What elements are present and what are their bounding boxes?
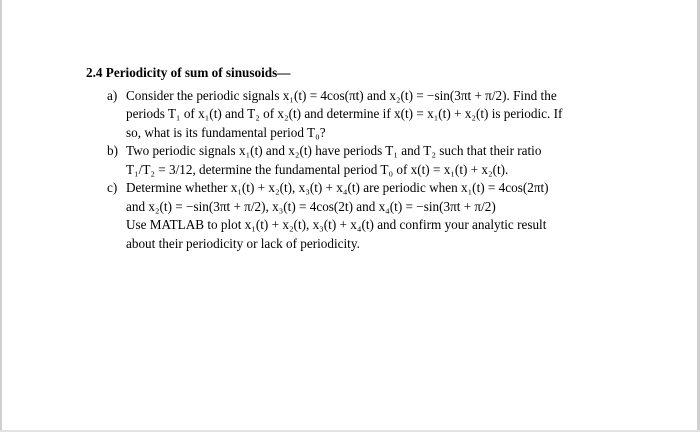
left-edge-shadow xyxy=(0,0,2,432)
item-a-line-2: periods T₁ of x₁(t) and T₂ of x₂(t) and determine if x(t) = x₁(t) + x₂(t) is periodic. If xyxy=(126,106,563,121)
item-c-line-2: and x₂(t) = −sin(3πt + π/2), x₃(t) = 4cos(2t) and x₄(t) = −sin(3πt + π/2) xyxy=(126,198,496,214)
item-label-a: a) xyxy=(107,87,118,103)
item-label-c: c) xyxy=(107,180,118,195)
problem-item-b xyxy=(86,142,626,179)
problem-item-c xyxy=(86,179,626,253)
section-heading: 2.4 Periodicity of sum of sinusoids— xyxy=(86,65,291,80)
item-c-line-3: Use MATLAB to plot x₁(t) + x₂(t), x₃(t) + x₄(t) and confirm your analytic result xyxy=(126,217,547,232)
item-label-b: b) xyxy=(107,143,118,158)
item-a-line-3: so, what is its fundamental period T₀? xyxy=(126,124,326,140)
problem-document xyxy=(86,64,626,253)
item-c-line-1: Determine whether x₁(t) + x₂(t), x₃(t) + x₄(t) are periodic when x₁(t) = 4cos(2πt) xyxy=(126,180,549,195)
item-c-line-4: about their periodicity or lack of periodicity. xyxy=(126,235,360,251)
item-b-line-1: Two periodic signals x₁(t) and x₂(t) have periods T₁ and T₂ such that their ratio xyxy=(126,143,542,158)
problem-item-a xyxy=(86,87,626,143)
item-a-line-1: Consider the periodic signals x₁(t) = 4cos(πt) and x₂(t) = −sin(3πt + π/2). Find the xyxy=(126,87,557,103)
item-b-line-2: T₁/T₂ = 3/12, determine the fundamental period T₀ of x(t) = x₁(t) + x₂(t). xyxy=(126,161,509,177)
